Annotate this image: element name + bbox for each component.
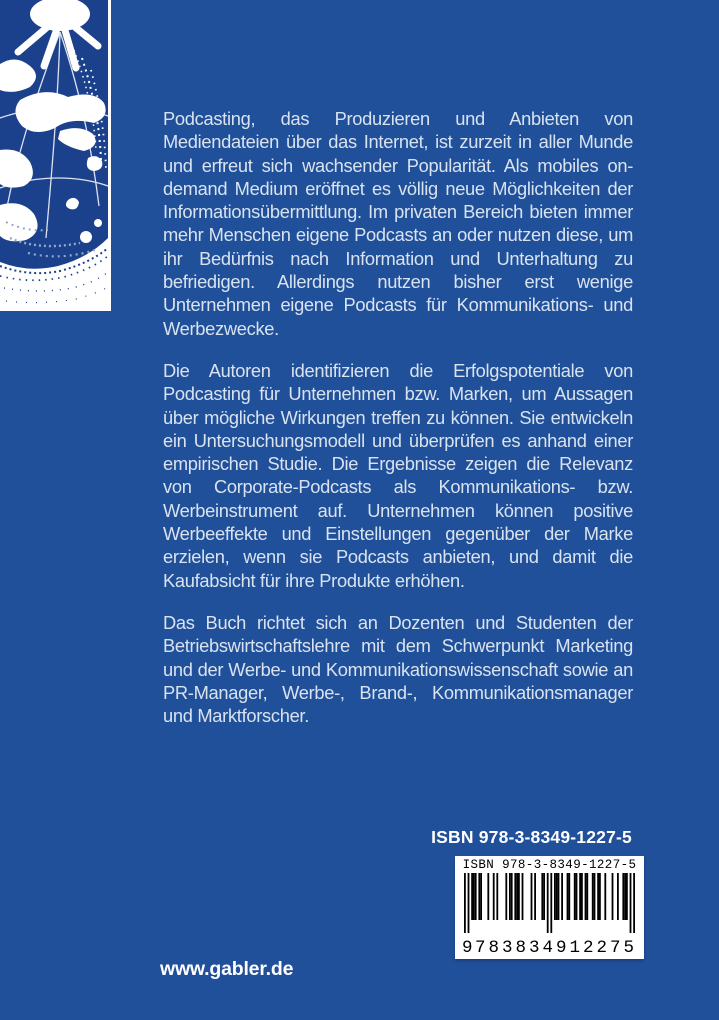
- ean13-barcode-icon: [464, 873, 635, 933]
- barcode-digit-left: 9: [462, 938, 473, 958]
- barcode-digit-group-1: 783834: [474, 938, 556, 958]
- isbn-text: ISBN 978-3-8349-1227-5: [431, 827, 632, 847]
- barcode-isbn-header: ISBN 978-3-8349-1227-5: [462, 858, 637, 872]
- publisher-globe-panel: [0, 0, 111, 311]
- back-cover-blurb: [163, 107, 633, 727]
- blurb-paragraph-2: Die Autoren identifizieren die Erfolgspotentiale von Podcasting für Unternehmen bzw. Marken, um Aussagen über mögliche Wirkungen treffen zu können. Sie entwickeln ein Untersuchungsmodell und überprüfen es anhand einer empirischen Studie. Die Ergebnisse zeigen die Relevanz von Corporate-Podcasts als Kommunikations- bzw. Werbeinstrument auf. Unternehmen können positive Werbeeffekte und Einstellungen gegenüber der Marke erzielen, wenn sie Podcasts anbieten, und damit die Kaufabsicht für ihre Produkte erhöhen.: [163, 359, 633, 591]
- isbn-barcode: [455, 856, 644, 959]
- publisher-website: www.gabler.de: [160, 958, 294, 980]
- blurb-paragraph-1: Podcasting, das Produzieren und Anbieten von Mediendateien über das Internet, ist zurzeit in aller Munde und erfreut sich wachsender Popularität. Als mobiles on-demand Medium eröffnet es völlig neue Möglichkeiten der Informationsübermittlung. Im privaten Bereich bieten immer mehr Menschen eigene Podcasts an oder nutzen diese, um ihr Bedürfnis nach Information und Unterhaltung zu befriedigen. Allerdings nutzen bisher erst wenige Unternehmen eigene Podcasts für Kommunikations- und Werbezwecke.: [163, 108, 633, 339]
- globe-icon: [0, 0, 108, 311]
- blurb-paragraph-3: Das Buch richtet sich an Dozenten und Studenten der Betriebswirtschaftslehre mit dem Schwerpunkt Marketing und der Werbe- und Kommunikationswissenschaft sowie an PR-Manager, Werbe-, Brand-, Kommunikationsmanager und Marktforscher.: [163, 611, 633, 727]
- barcode-digits: [462, 939, 637, 957]
- barcode-digit-group-2: 912275: [555, 938, 637, 958]
